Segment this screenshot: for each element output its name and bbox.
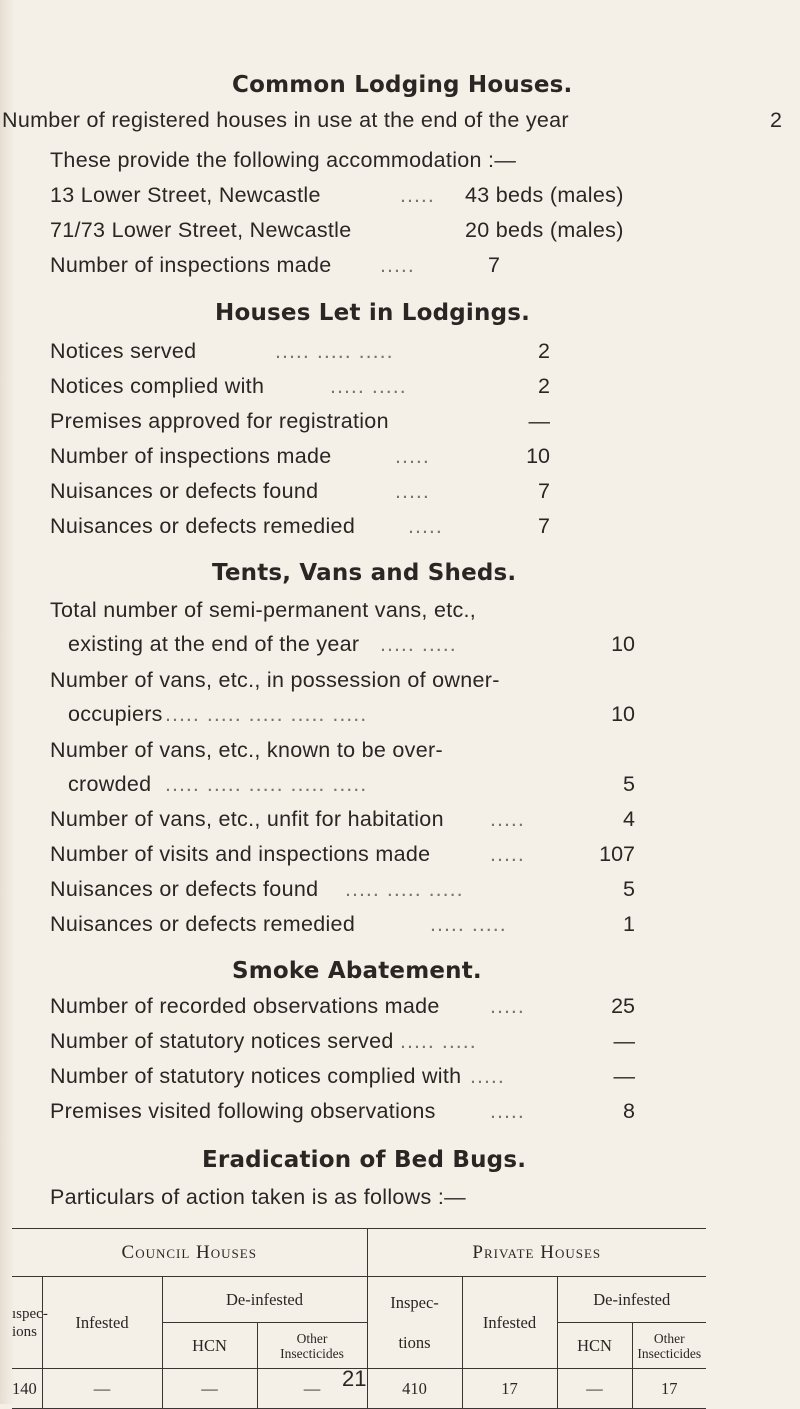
other-label-line1: Other bbox=[653, 1330, 685, 1346]
section-heading-common-lodging: Common Lodging Houses. bbox=[232, 72, 573, 98]
tents-row-label-cont: existing at the end of the year bbox=[68, 632, 360, 656]
registered-houses-label: Number of registered houses in use at the end of the year bbox=[2, 108, 569, 132]
leader-dots: ..... ..... bbox=[330, 374, 407, 398]
tents-row-label: Nuisances or defects found bbox=[50, 877, 319, 901]
page-number: 21 bbox=[342, 1366, 367, 1391]
tents-row-value: 1 bbox=[623, 912, 635, 936]
smoke-row-label: Premises visited following observations bbox=[50, 1099, 436, 1123]
houses-let-row-label: Number of inspections made bbox=[50, 444, 332, 468]
leader-dots: ..... bbox=[470, 1064, 505, 1088]
houses-let-row-value: 10 bbox=[526, 444, 550, 468]
accommodation-intro: These provide the following accommodation :— bbox=[50, 148, 517, 172]
leader-dots: ..... ..... ..... ..... ..... bbox=[165, 772, 368, 796]
smoke-row-label: Number of recorded observations made bbox=[50, 994, 440, 1018]
private-infested-value: 17 bbox=[462, 1369, 557, 1409]
houses-let-row-value: — bbox=[528, 409, 550, 433]
leader-dots: ..... bbox=[395, 479, 430, 503]
houses-let-row-label: Nuisances or defects remedied bbox=[50, 514, 356, 538]
leader-dots: ..... ..... ..... bbox=[345, 877, 464, 901]
tents-row-value: 10 bbox=[611, 702, 635, 726]
tents-row-value: 10 bbox=[611, 632, 635, 656]
other-label-line2: Insecticides bbox=[280, 1345, 344, 1361]
inspections-label-part2: tions bbox=[398, 1332, 431, 1352]
section-heading-tents: Tents, Vans and Sheds. bbox=[212, 560, 517, 586]
tents-row-value: 5 bbox=[623, 877, 635, 901]
row-label: 13 Lower Street, Newcastle bbox=[50, 183, 321, 207]
smoke-row-label: Number of statutory notices served bbox=[50, 1029, 394, 1053]
leader-dots: ..... bbox=[380, 253, 415, 277]
houses-let-row-label: Notices complied with bbox=[50, 374, 265, 398]
tents-row-label-cont: occupiers bbox=[68, 702, 163, 726]
private-hcn-header: HCN bbox=[557, 1323, 632, 1369]
houses-let-row-label: Notices served bbox=[50, 339, 197, 363]
tents-row-label: Number of vans, etc., unfit for habitation bbox=[50, 807, 444, 831]
council-other-value: — bbox=[257, 1369, 367, 1409]
leader-dots: ..... ..... bbox=[430, 912, 507, 936]
houses-let-row-value: 2 bbox=[538, 374, 550, 398]
smoke-row-value: 8 bbox=[623, 1099, 635, 1123]
section-heading-bed-bugs: Eradication of Bed Bugs. bbox=[202, 1147, 527, 1173]
row-value: 43 beds (males) bbox=[465, 183, 624, 207]
leader-dots: ..... bbox=[408, 514, 443, 538]
tents-row-label: Number of vans, etc., in possession of owner- bbox=[50, 668, 500, 692]
council-infested-header: Infested bbox=[42, 1277, 162, 1369]
smoke-row-label: Number of statutory notices complied with bbox=[50, 1064, 462, 1088]
private-other-value: 17 bbox=[632, 1369, 706, 1409]
leader-dots: ..... ..... ..... ..... ..... bbox=[165, 702, 368, 726]
houses-let-row-label: Nuisances or defects found bbox=[50, 479, 319, 503]
row-value: 20 beds (males) bbox=[465, 218, 624, 242]
council-hcn-header: HCN bbox=[162, 1323, 257, 1369]
leader-dots: ..... bbox=[395, 444, 430, 468]
houses-let-row-value: 7 bbox=[538, 479, 550, 503]
private-inspections-value: 410 bbox=[367, 1369, 462, 1409]
section-heading-houses-let: Houses Let in Lodgings. bbox=[215, 300, 531, 326]
tents-row-value: 107 bbox=[599, 842, 635, 866]
council-inspections-header: ıspec- ions bbox=[12, 1277, 42, 1369]
private-inspections-header bbox=[367, 1277, 462, 1369]
council-houses-header: Council Houses bbox=[12, 1229, 367, 1277]
private-hcn-value: — bbox=[557, 1369, 632, 1409]
leader-dots: ..... bbox=[400, 183, 435, 207]
other-label-line2: Insecticides bbox=[637, 1345, 702, 1361]
smoke-row-value: — bbox=[613, 1064, 635, 1088]
leader-dots: ..... ..... bbox=[400, 1029, 477, 1053]
private-other-header bbox=[632, 1323, 706, 1369]
leader-dots: ..... ..... bbox=[380, 632, 457, 656]
private-houses-header: Private Houses bbox=[367, 1229, 706, 1277]
leader-dots: ..... bbox=[490, 807, 525, 831]
leader-dots: ..... ..... ..... bbox=[275, 339, 394, 363]
other-label-line1: Other bbox=[296, 1330, 328, 1346]
council-deinfested-header: De-infested bbox=[162, 1277, 367, 1323]
section-heading-smoke: Smoke Abatement. bbox=[232, 958, 482, 984]
row-value: 7 bbox=[488, 253, 501, 277]
tents-row-label: Total number of semi-permanent vans, etc., bbox=[50, 598, 477, 622]
tents-row-value: 5 bbox=[623, 772, 635, 796]
private-deinfested-header: De-infested bbox=[557, 1277, 706, 1323]
row-label: Number of inspections made bbox=[50, 253, 332, 277]
smoke-row-value: 25 bbox=[611, 994, 635, 1018]
houses-let-row-label: Premises approved for registration bbox=[50, 409, 389, 433]
bed-bugs-intro: Particulars of action taken is as follows :— bbox=[50, 1185, 466, 1209]
council-hcn-value: — bbox=[162, 1369, 257, 1409]
leader-dots: ..... bbox=[490, 842, 525, 866]
council-infested-value: — bbox=[42, 1369, 162, 1409]
private-infested-header: Infested bbox=[462, 1277, 557, 1369]
council-inspections-value: 140 bbox=[12, 1369, 42, 1409]
inspections-label-part1: Inspec- bbox=[390, 1292, 439, 1312]
tents-row-label: Number of vans, etc., known to be over- bbox=[50, 738, 443, 762]
tents-row-label-cont: crowded bbox=[68, 772, 152, 796]
leader-dots: ..... bbox=[490, 994, 525, 1018]
registered-houses-value: 2 bbox=[770, 108, 782, 132]
houses-let-row-value: 7 bbox=[538, 514, 550, 538]
smoke-row-value: — bbox=[613, 1029, 635, 1053]
row-label: 71/73 Lower Street, Newcastle bbox=[50, 218, 352, 242]
council-other-header bbox=[257, 1323, 367, 1369]
leader-dots: ..... bbox=[490, 1099, 525, 1123]
tents-row-value: 4 bbox=[623, 807, 635, 831]
tents-row-label: Number of visits and inspections made bbox=[50, 842, 431, 866]
tents-row-label: Nuisances or defects remedied bbox=[50, 912, 356, 936]
houses-let-row-value: 2 bbox=[538, 339, 550, 363]
